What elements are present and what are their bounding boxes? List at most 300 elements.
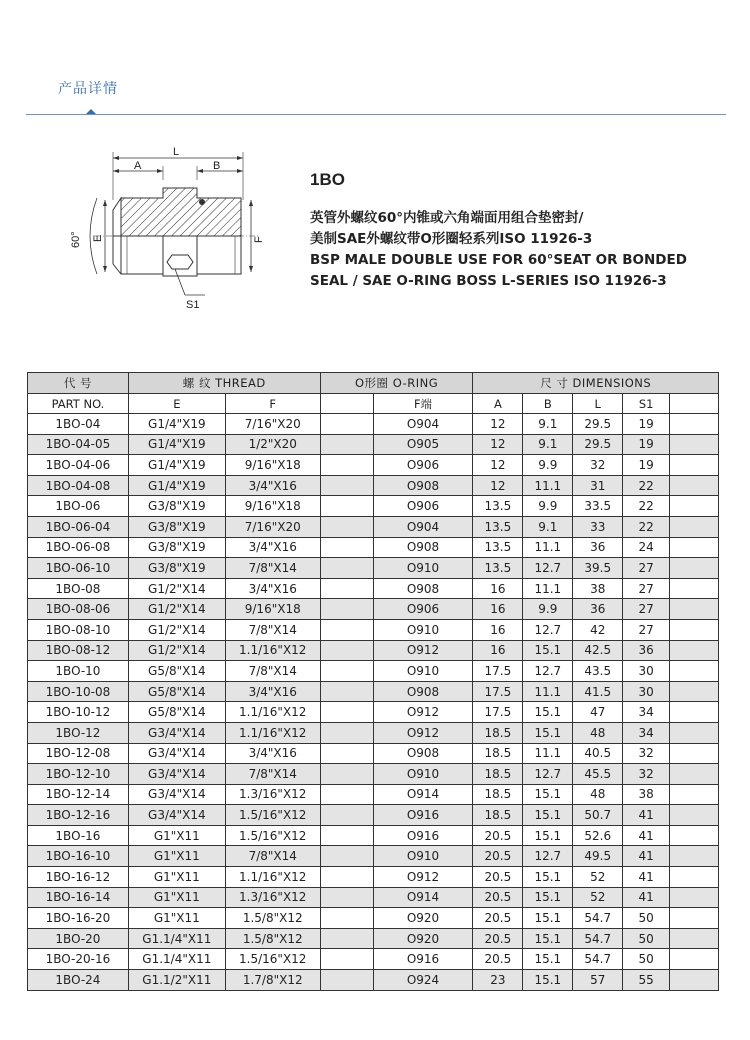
cell-dim-L: 52: [573, 867, 623, 888]
cell-dim-L: 45.5: [573, 764, 623, 785]
cell-thread-F: 7/16"X20: [225, 414, 320, 435]
cell-blank: [670, 825, 719, 846]
subheader-blank: [320, 394, 373, 414]
cell-dim-L: 54.7: [573, 908, 623, 929]
cell-blank: [320, 970, 373, 991]
cell-part-no: 1BO-24: [28, 970, 129, 991]
cell-oring: O910: [373, 619, 473, 640]
cell-dim-A: 13.5: [473, 558, 523, 579]
cell-blank: [670, 619, 719, 640]
cell-dim-B: 12.7: [523, 558, 573, 579]
cell-dim-L: 52.6: [573, 825, 623, 846]
cell-thread-E: G1.1/2"X11: [128, 970, 225, 991]
cell-dim-L: 40.5: [573, 743, 623, 764]
table-row: [28, 599, 719, 620]
cell-thread-F: 1.5/16"X12: [225, 805, 320, 826]
cell-blank: [320, 949, 373, 970]
cell-oring: O910: [373, 764, 473, 785]
cell-dim-B: 12.7: [523, 846, 573, 867]
cell-part-no: 1BO-16-14: [28, 887, 129, 908]
cell-part-no: 1BO-12-08: [28, 743, 129, 764]
cell-dim-S1: 22: [623, 516, 670, 537]
cell-blank: [670, 702, 719, 723]
cell-blank: [320, 743, 373, 764]
cell-dim-L: 38: [573, 578, 623, 599]
table-row: [28, 414, 719, 435]
cell-thread-E: G1"X11: [128, 908, 225, 929]
table-group-header: [28, 373, 719, 394]
cell-dim-B: 11.1: [523, 475, 573, 496]
header-thread: 螺 纹 THREAD: [128, 373, 320, 394]
cell-oring: O912: [373, 722, 473, 743]
cell-dim-A: 16: [473, 599, 523, 620]
cell-thread-F: 7/16"X20: [225, 516, 320, 537]
cell-dim-B: 9.1: [523, 516, 573, 537]
cell-thread-E: G1/4"X19: [128, 434, 225, 455]
cell-thread-F: 1.1/16"X12: [225, 640, 320, 661]
cell-part-no: 1BO-16: [28, 825, 129, 846]
cell-dim-S1: 27: [623, 578, 670, 599]
cell-oring: O916: [373, 825, 473, 846]
cell-blank: [670, 846, 719, 867]
cell-dim-A: 20.5: [473, 825, 523, 846]
cell-blank: [670, 949, 719, 970]
cell-thread-F: 1.1/16"X12: [225, 722, 320, 743]
cell-oring: O906: [373, 496, 473, 517]
cell-part-no: 1BO-08: [28, 578, 129, 599]
cell-part-no: 1BO-06: [28, 496, 129, 517]
desc-line: BSP MALE DOUBLE USE FOR 60°SEAT OR BONDED: [310, 252, 687, 268]
cell-dim-A: 16: [473, 640, 523, 661]
cell-dim-L: 54.7: [573, 928, 623, 949]
cell-oring: O906: [373, 455, 473, 476]
cell-dim-A: 12: [473, 475, 523, 496]
tab-bar: [0, 0, 750, 120]
cell-part-no: 1BO-16-10: [28, 846, 129, 867]
cell-dim-B: 11.1: [523, 578, 573, 599]
cell-blank: [670, 496, 719, 517]
cell-dim-B: 15.1: [523, 640, 573, 661]
cell-dim-S1: 22: [623, 475, 670, 496]
cell-blank: [320, 578, 373, 599]
product-info: [310, 170, 730, 292]
cell-blank: [670, 455, 719, 476]
desc-line: 美制SAE外螺纹带O形圈轻系列ISO 11926-3: [310, 231, 593, 247]
cell-blank: [670, 475, 719, 496]
cell-thread-F: 1.5/8"X12: [225, 928, 320, 949]
cell-thread-F: 7/8"X14: [225, 846, 320, 867]
cell-blank: [320, 558, 373, 579]
subheader-part-no: PART NO.: [28, 394, 129, 414]
cell-part-no: 1BO-06-10: [28, 558, 129, 579]
spec-table: [27, 372, 719, 991]
cell-blank: [320, 434, 373, 455]
table-row: [28, 784, 719, 805]
cell-dim-B: 15.1: [523, 805, 573, 826]
cell-dim-A: 20.5: [473, 846, 523, 867]
cell-oring: O924: [373, 970, 473, 991]
cell-thread-E: G1/4"X19: [128, 475, 225, 496]
cell-thread-E: G3/4"X14: [128, 805, 225, 826]
cell-dim-L: 48: [573, 784, 623, 805]
cell-dim-S1: 34: [623, 702, 670, 723]
cell-thread-E: G3/8"X19: [128, 516, 225, 537]
cell-thread-E: G3/4"X14: [128, 722, 225, 743]
desc-line: SEAL / SAE O-RING BOSS L-SERIES ISO 11926-3: [310, 273, 667, 289]
subheader-F: F: [225, 394, 320, 414]
cell-thread-E: G1"X11: [128, 825, 225, 846]
cell-thread-F: 1.5/16"X12: [225, 949, 320, 970]
cell-dim-L: 36: [573, 599, 623, 620]
cell-dim-B: 9.9: [523, 455, 573, 476]
cell-dim-L: 48: [573, 722, 623, 743]
cell-dim-B: 15.1: [523, 908, 573, 929]
cell-thread-F: 1.1/16"X12: [225, 867, 320, 888]
cell-dim-B: 9.1: [523, 414, 573, 435]
cell-dim-A: 18.5: [473, 764, 523, 785]
cell-blank: [670, 928, 719, 949]
cell-dim-B: 15.1: [523, 825, 573, 846]
cell-thread-E: G1.1/4"X11: [128, 928, 225, 949]
cell-thread-F: 9/16"X18: [225, 455, 320, 476]
cell-blank: [670, 887, 719, 908]
cell-dim-S1: 27: [623, 619, 670, 640]
cell-part-no: 1BO-16-12: [28, 867, 129, 888]
cell-oring: O905: [373, 434, 473, 455]
cell-blank: [670, 537, 719, 558]
cell-thread-F: 3/4"X16: [225, 681, 320, 702]
cell-dim-A: 17.5: [473, 702, 523, 723]
cell-oring: O912: [373, 640, 473, 661]
cell-dim-S1: 50: [623, 928, 670, 949]
cell-dim-S1: 22: [623, 496, 670, 517]
dim-label-F: F: [253, 236, 265, 243]
cell-blank: [670, 970, 719, 991]
cell-dim-A: 23: [473, 970, 523, 991]
table-row: [28, 764, 719, 785]
cell-oring: O908: [373, 537, 473, 558]
cell-thread-F: 1.5/8"X12: [225, 908, 320, 929]
cell-dim-S1: 41: [623, 867, 670, 888]
cell-dim-B: 15.1: [523, 784, 573, 805]
table-row: [28, 825, 719, 846]
cell-oring: O904: [373, 414, 473, 435]
cell-thread-E: G3/4"X14: [128, 764, 225, 785]
cell-part-no: 1BO-06-04: [28, 516, 129, 537]
cell-blank: [670, 640, 719, 661]
cell-dim-L: 57: [573, 970, 623, 991]
cell-thread-F: 1.7/8"X12: [225, 970, 320, 991]
table-row: [28, 661, 719, 682]
cell-thread-E: G3/4"X14: [128, 743, 225, 764]
cell-thread-F: 3/4"X16: [225, 537, 320, 558]
cell-blank: [320, 784, 373, 805]
cell-oring: O910: [373, 558, 473, 579]
cell-dim-A: 18.5: [473, 722, 523, 743]
table-row: [28, 846, 719, 867]
tab-active-caret-icon: [86, 109, 96, 114]
cell-part-no: 1BO-04: [28, 414, 129, 435]
cell-thread-F: 7/8"X14: [225, 764, 320, 785]
tab-divider: [26, 114, 726, 115]
cell-dim-L: 43.5: [573, 661, 623, 682]
cell-dim-L: 49.5: [573, 846, 623, 867]
cell-dim-B: 15.1: [523, 949, 573, 970]
cell-dim-A: 18.5: [473, 743, 523, 764]
cell-dim-L: 54.7: [573, 949, 623, 970]
cell-dim-B: 15.1: [523, 970, 573, 991]
cell-dim-A: 12: [473, 455, 523, 476]
table-row: [28, 702, 719, 723]
cell-dim-B: 9.9: [523, 496, 573, 517]
cell-part-no: 1BO-20: [28, 928, 129, 949]
cell-dim-L: 42.5: [573, 640, 623, 661]
dim-label-angle: 60°: [70, 231, 82, 248]
cell-thread-F: 3/4"X16: [225, 475, 320, 496]
cell-dim-S1: 30: [623, 661, 670, 682]
cell-oring: O920: [373, 928, 473, 949]
cell-dim-L: 29.5: [573, 434, 623, 455]
cell-dim-S1: 55: [623, 970, 670, 991]
cell-dim-A: 20.5: [473, 928, 523, 949]
dim-label-S1: S1: [186, 299, 200, 311]
cell-thread-F: 7/8"X14: [225, 661, 320, 682]
cell-dim-S1: 19: [623, 414, 670, 435]
cell-blank: [320, 722, 373, 743]
cell-thread-E: G3/8"X19: [128, 496, 225, 517]
cell-dim-B: 15.1: [523, 867, 573, 888]
cell-thread-E: G3/4"X14: [128, 784, 225, 805]
cell-blank: [670, 722, 719, 743]
table-row: [28, 475, 719, 496]
cell-part-no: 1BO-04-08: [28, 475, 129, 496]
cell-dim-S1: 50: [623, 949, 670, 970]
table-row: [28, 681, 719, 702]
table-row: [28, 949, 719, 970]
cell-blank: [670, 414, 719, 435]
cell-blank: [670, 805, 719, 826]
cell-thread-F: 3/4"X16: [225, 743, 320, 764]
table-row: [28, 578, 719, 599]
cell-dim-A: 16: [473, 619, 523, 640]
cell-dim-B: 9.9: [523, 599, 573, 620]
cell-dim-A: 20.5: [473, 887, 523, 908]
subheader-blank: [670, 394, 719, 414]
cell-blank: [320, 908, 373, 929]
cell-blank: [320, 496, 373, 517]
cell-dim-B: 11.1: [523, 743, 573, 764]
cell-blank: [670, 558, 719, 579]
cell-part-no: 1BO-08-12: [28, 640, 129, 661]
cell-dim-S1: 34: [623, 722, 670, 743]
cell-dim-B: 12.7: [523, 619, 573, 640]
cell-blank: [320, 414, 373, 435]
dim-label-L: L: [173, 146, 180, 158]
cell-blank: [320, 764, 373, 785]
desc-line: 英管外螺纹60°内锥或六角端面用组合垫密封/: [310, 210, 584, 226]
header-dimensions: 尺 寸 DIMENSIONS: [473, 373, 719, 394]
table-row: [28, 496, 719, 517]
cell-dim-S1: 50: [623, 908, 670, 929]
cell-blank: [670, 908, 719, 929]
tab-product-details[interactable]: 产品详情: [58, 81, 118, 97]
cell-part-no: 1BO-10: [28, 661, 129, 682]
table-row: [28, 516, 719, 537]
cell-dim-S1: 19: [623, 434, 670, 455]
cell-dim-L: 47: [573, 702, 623, 723]
cell-dim-A: 17.5: [473, 681, 523, 702]
cell-part-no: 1BO-12-10: [28, 764, 129, 785]
cell-thread-E: G1/2"X14: [128, 640, 225, 661]
cell-dim-L: 39.5: [573, 558, 623, 579]
cell-dim-L: 29.5: [573, 414, 623, 435]
table-row: [28, 928, 719, 949]
cell-oring: O914: [373, 887, 473, 908]
cell-thread-E: G1/4"X19: [128, 414, 225, 435]
cell-dim-L: 50.7: [573, 805, 623, 826]
cell-dim-L: 33.5: [573, 496, 623, 517]
cell-oring: O910: [373, 846, 473, 867]
cell-part-no: 1BO-10-08: [28, 681, 129, 702]
cell-thread-E: G1"X11: [128, 846, 225, 867]
cell-thread-E: G1/4"X19: [128, 455, 225, 476]
cell-blank: [320, 599, 373, 620]
cell-dim-L: 42: [573, 619, 623, 640]
cell-oring: O908: [373, 743, 473, 764]
cell-thread-E: G3/8"X19: [128, 558, 225, 579]
cell-dim-S1: 41: [623, 887, 670, 908]
cell-dim-A: 16: [473, 578, 523, 599]
cell-dim-A: 18.5: [473, 784, 523, 805]
cell-oring: O916: [373, 805, 473, 826]
cell-dim-L: 36: [573, 537, 623, 558]
dim-label-B: B: [213, 160, 221, 172]
cell-thread-F: 1.1/16"X12: [225, 702, 320, 723]
cell-oring: O914: [373, 784, 473, 805]
cell-part-no: 1BO-04-05: [28, 434, 129, 455]
cell-dim-L: 31: [573, 475, 623, 496]
table-row: [28, 908, 719, 929]
dim-label-E: E: [92, 234, 104, 242]
cell-blank: [320, 681, 373, 702]
cell-blank: [320, 702, 373, 723]
cell-blank: [320, 516, 373, 537]
cell-blank: [320, 867, 373, 888]
cell-dim-S1: 19: [623, 455, 670, 476]
cell-dim-L: 41.5: [573, 681, 623, 702]
subheader-B: B: [523, 394, 573, 414]
cell-dim-S1: 27: [623, 599, 670, 620]
cell-blank: [320, 661, 373, 682]
cell-dim-B: 12.7: [523, 764, 573, 785]
cell-dim-S1: 27: [623, 558, 670, 579]
subheader-S1: S1: [623, 394, 670, 414]
cell-part-no: 1BO-04-06: [28, 455, 129, 476]
cell-dim-A: 17.5: [473, 661, 523, 682]
cell-dim-A: 12: [473, 434, 523, 455]
product-description: [310, 208, 730, 292]
cell-blank: [670, 743, 719, 764]
cell-part-no: 1BO-08-06: [28, 599, 129, 620]
cell-blank: [670, 516, 719, 537]
cell-dim-S1: 30: [623, 681, 670, 702]
cell-blank: [320, 887, 373, 908]
table-row: [28, 537, 719, 558]
cell-blank: [320, 455, 373, 476]
product-model: 1BO: [310, 170, 345, 189]
cell-thread-E: G1"X11: [128, 887, 225, 908]
dim-label-A: A: [134, 160, 142, 172]
cell-oring: O910: [373, 661, 473, 682]
cell-dim-A: 18.5: [473, 805, 523, 826]
cell-dim-B: 11.1: [523, 681, 573, 702]
cell-blank: [670, 867, 719, 888]
cell-blank: [320, 619, 373, 640]
fitting-drawing: [55, 140, 285, 315]
table-row: [28, 867, 719, 888]
cell-thread-F: 7/8"X14: [225, 558, 320, 579]
cell-dim-S1: 32: [623, 764, 670, 785]
cell-oring: O904: [373, 516, 473, 537]
cell-thread-F: 3/4"X16: [225, 578, 320, 599]
cell-oring: O920: [373, 908, 473, 929]
cell-dim-S1: 36: [623, 640, 670, 661]
cell-thread-F: 1.5/16"X12: [225, 825, 320, 846]
cell-blank: [320, 805, 373, 826]
table-sub-header: [28, 394, 719, 414]
cell-oring: O912: [373, 867, 473, 888]
cell-blank: [320, 537, 373, 558]
cell-blank: [320, 640, 373, 661]
cell-thread-E: G3/8"X19: [128, 537, 225, 558]
cell-blank: [320, 928, 373, 949]
cell-blank: [320, 475, 373, 496]
cell-dim-B: 15.1: [523, 928, 573, 949]
table-row: [28, 455, 719, 476]
header-oring: O形圈 O-RING: [320, 373, 473, 394]
cell-blank: [320, 825, 373, 846]
cell-thread-E: G1"X11: [128, 867, 225, 888]
cell-thread-E: G1/2"X14: [128, 599, 225, 620]
cell-dim-S1: 41: [623, 846, 670, 867]
cell-dim-B: 11.1: [523, 537, 573, 558]
cell-dim-A: 12: [473, 414, 523, 435]
cell-part-no: 1BO-12: [28, 722, 129, 743]
subheader-E: E: [128, 394, 225, 414]
subheader-F-end: F端: [373, 394, 473, 414]
header-part-code: 代 号: [28, 373, 129, 394]
cell-part-no: 1BO-12-16: [28, 805, 129, 826]
cell-dim-S1: 41: [623, 805, 670, 826]
cell-thread-E: G5/8"X14: [128, 681, 225, 702]
cell-thread-F: 1.3/16"X12: [225, 887, 320, 908]
cell-thread-F: 7/8"X14: [225, 619, 320, 640]
table-row: [28, 434, 719, 455]
cell-dim-A: 13.5: [473, 496, 523, 517]
table-row: [28, 887, 719, 908]
cell-dim-L: 52: [573, 887, 623, 908]
table-row: [28, 722, 719, 743]
cell-dim-B: 12.7: [523, 661, 573, 682]
cell-blank: [670, 578, 719, 599]
cell-dim-A: 20.5: [473, 867, 523, 888]
cell-blank: [670, 784, 719, 805]
cell-blank: [670, 661, 719, 682]
cell-dim-A: 20.5: [473, 949, 523, 970]
cell-thread-F: 1/2"X20: [225, 434, 320, 455]
cell-dim-B: 15.1: [523, 887, 573, 908]
cell-dim-B: 15.1: [523, 702, 573, 723]
